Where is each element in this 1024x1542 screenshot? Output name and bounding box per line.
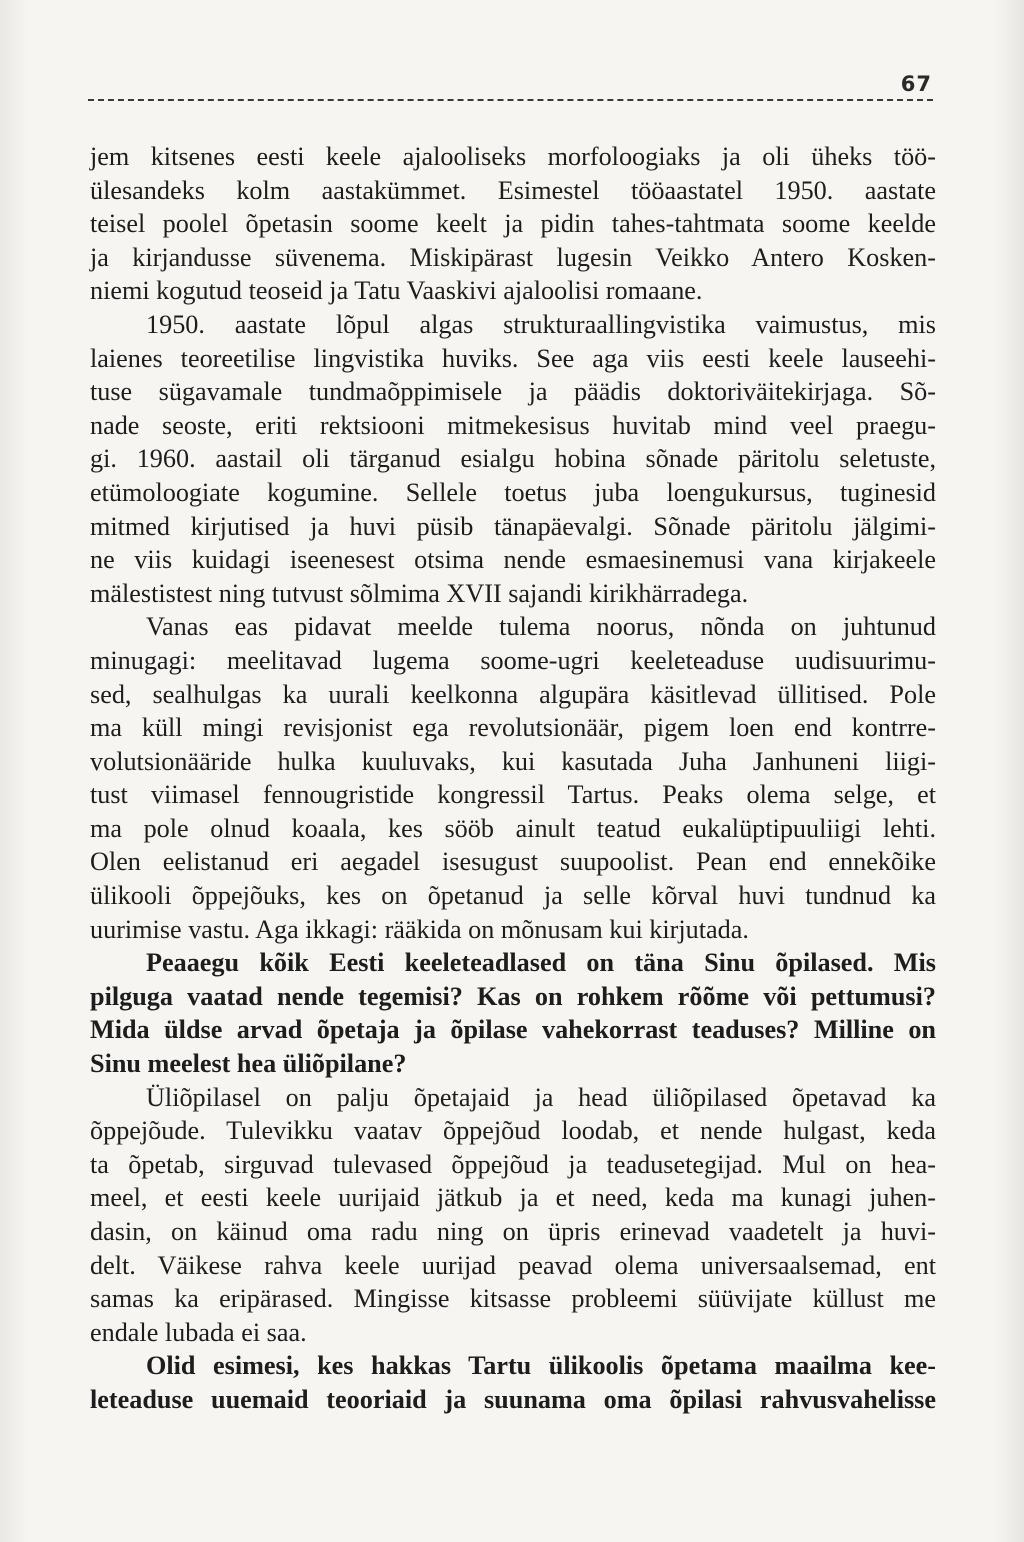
text-line: laienes teoreetilise lingvistika huviks. See aga viis eesti keele lauseehi-	[90, 343, 936, 373]
paragraph	[90, 610, 936, 946]
text-line: ta õpetab, sirguvad tulevased õppejõud ja teadusetegijad. Mul on hea-	[90, 1149, 936, 1179]
text-line: mitmed kirjutised ja huvi püsib tänapäevalgi. Sõnade päritolu jälgimi-	[90, 511, 936, 541]
interview-question	[90, 946, 936, 1080]
text-line: minugagi: meelitavad lugema soome-ugri keeleteaduse uudisuurimu-	[90, 645, 936, 675]
header-dashed-rule	[88, 99, 933, 101]
text-line: mälestistest ning tutvust sõlmima XVII sajandi kirikhärradega.	[90, 578, 749, 608]
text-line: pilguga vaatad nende tegemisi? Kas on rohkem rõõme või pettumusi?	[90, 981, 936, 1011]
text-line: tust viimasel fennougristide kongressil Tartus. Peaks olema selge, et	[90, 780, 936, 810]
text-line: Sinu meelest hea üliõpilane?	[90, 1049, 407, 1079]
text-line: leteaduse uuemaid teooriaid ja suunama oma õpilasi rahvusvahelisse	[90, 1384, 936, 1414]
text-line: nade seoste, eriti rektsiooni mitmekesisus huvitab mind veel praegu-	[90, 410, 936, 440]
text-line: delt. Väikese rahva keele uurijad peavad olema universaalsemad, ent	[90, 1250, 936, 1280]
text-line: Olen eelistanud eri aegadel isesugust suupoolist. Pean end ennekõike	[90, 847, 936, 877]
text-line: Mida üldse arvad õpetaja ja õpilase vahekorrast teaduses? Milline on	[90, 1015, 936, 1045]
text-line: tuse sügavamale tundmaõppimisele ja päädis doktoriväitekirjaga. Sõ-	[90, 377, 936, 407]
paragraph	[90, 308, 936, 610]
text-line: õppejõude. Tulevikku vaatav õppejõud loodab, et nende hulgast, keda	[90, 1116, 936, 1146]
page-number: 67	[900, 72, 932, 96]
text-line: sed, sealhulgas ka uurali keelkonna algupära käsitlevad üllitised. Pole	[90, 679, 936, 709]
text-line: ülesandeks kolm aastakümmet. Esimestel tööaastatel 1950. aastate	[90, 175, 936, 205]
text-line: ja kirjandusse süvenema. Miskipärast lugesin Veikko Antero Kosken-	[90, 242, 936, 272]
text-line: ma küll mingi revisjonist ega revolutsionäär, pigem loen end kontrre-	[90, 713, 936, 743]
text-line: teisel poolel õpetasin soome keelt ja pidin tahes-tahtmata soome keelde	[90, 209, 936, 239]
paragraph	[90, 1081, 936, 1350]
text-line: meel, et eesti keele uurijaid jätkub ja et need, keda ma kunagi juhen-	[90, 1183, 936, 1213]
paragraph	[90, 140, 936, 308]
interview-question	[90, 1349, 936, 1416]
text-line: uurimise vastu. Aga ikkagi: rääkida on mõnusam kui kirjutada.	[90, 914, 749, 944]
text-line: ma pole olnud koaala, kes sööb ainult teatud eukalüptipuuliigi lehti.	[90, 813, 936, 843]
text-line: Peaaegu kõik Eesti keeleteadlased on täna Sinu õpilased. Mis	[146, 948, 936, 978]
text-line: endale lubada ei saa.	[90, 1317, 307, 1347]
text-line: jem kitsenes eesti keele ajalooliseks morfoloogiaks ja oli üheks töö-	[90, 142, 936, 171]
text-line: Üliõpilasel on palju õpetajaid ja head üliõpilased õpetavad ka	[146, 1082, 936, 1112]
text-line: Vanas eas pidavat meelde tulema noorus, nõnda on juhtunud	[146, 612, 936, 642]
text-line: etümoloogiate kogumine. Sellele toetus juba loengukursus, tuginesid	[90, 477, 936, 507]
text-line: ülikooli õppejõuks, kes on õpetanud ja selle kõrval huvi tundnud ka	[90, 881, 936, 911]
text-line: 1950. aastate lõpul algas strukturaallingvistika vaimustus, mis	[146, 309, 936, 339]
text-line: gi. 1960. aastail oli tärganud esialgu hobina sõnade päritolu seletuste,	[90, 444, 936, 474]
text-line: Olid esimesi, kes hakkas Tartu ülikoolis õpetama maailma kee-	[146, 1351, 936, 1381]
text-line: samas ka eripärased. Mingisse kitsasse probleemi süüvijate küllust me	[90, 1284, 936, 1314]
text-line: volutsionääride hulka kuuluvaks, kui kasutada Juha Janhuneni liigi-	[90, 746, 936, 776]
text-line: dasin, on käinud oma radu ning on üpris erinevad vaadetelt ja huvi-	[90, 1217, 936, 1246]
text-line: ne viis kuidagi iseenesest otsima nende esmaesinemusi vana kirjakeele	[90, 545, 936, 575]
text-line: niemi kogutud teoseid ja Tatu Vaaskivi ajaloolisi romaane.	[90, 276, 703, 306]
body-text	[90, 140, 936, 1417]
